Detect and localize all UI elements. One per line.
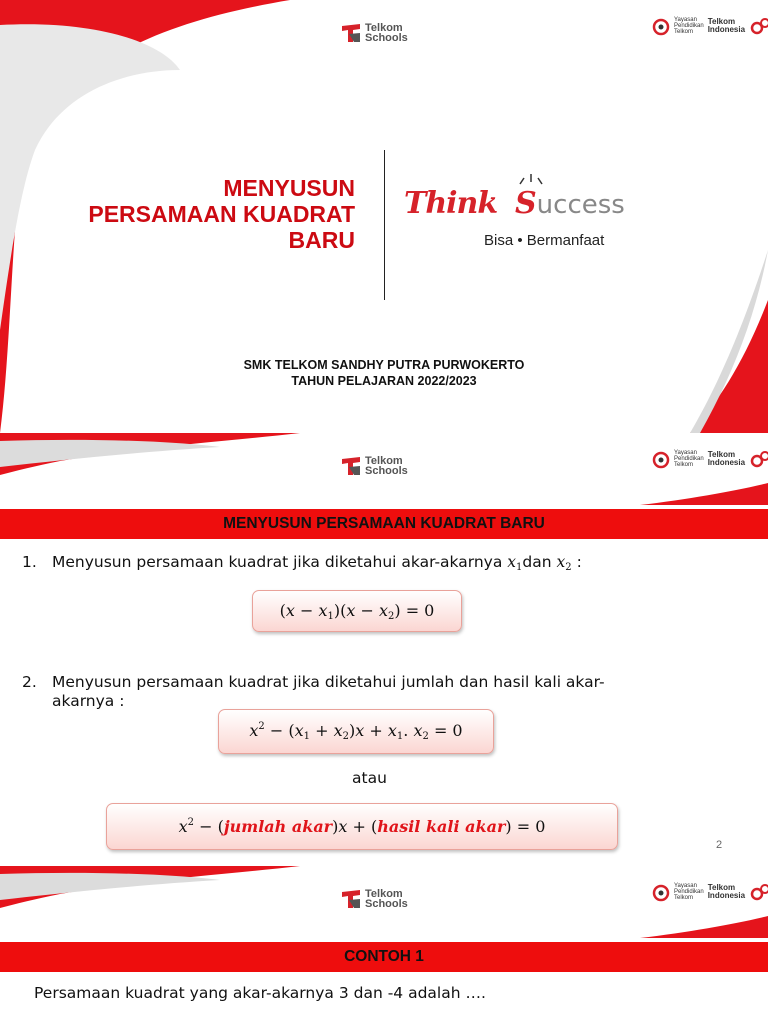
math-x1: $x_1$ <box>507 553 523 573</box>
atau-label: atau <box>352 769 387 787</box>
formula-roots: $(x - x_1)(x - x_2) = 0$ <box>279 600 435 622</box>
page-number: 2 <box>716 839 723 851</box>
yayasan-text-2: Pendidikan <box>674 456 704 462</box>
yayasan-text-1: Yayasan <box>674 883 697 889</box>
telkom-indonesia-text-2: Indonesia <box>707 25 746 34</box>
item-2-continuation: akarnya : <box>52 692 125 710</box>
item-1-dan: dan <box>522 553 552 571</box>
yayasan-telkom-logo <box>652 882 768 902</box>
section-header: MENYUSUN PERSAMAAN KUADRAT BARU <box>0 509 768 539</box>
example-question: Persamaan kuadrat yang akar-akarnya 3 dan -4 adalah …. <box>34 984 486 1002</box>
yayasan-swirl-icon <box>652 882 670 902</box>
title-slide <box>0 0 768 433</box>
tagline: Bisa • Bermanfaat <box>484 232 605 249</box>
telkom-logo-text: Telkom <box>365 455 403 467</box>
yayasan-text-3: Telkom <box>674 29 694 35</box>
success-rest-letters: uccess <box>536 190 625 220</box>
telkom-indonesia-text-1: Telkom <box>707 17 736 26</box>
yayasan-text-1: Yayasan <box>674 17 697 23</box>
jumlah-akar-term: jumlah akar <box>223 817 333 836</box>
list-item-1 <box>22 553 742 577</box>
formula-sum-product: $x^2 - (x_1 + x_2)x + x_1$. $x_2 = 0$ <box>249 721 463 742</box>
formula-box-sum-product <box>218 709 494 754</box>
title-line-1: MENYUSUN <box>223 175 355 201</box>
yayasan-telkom-logo <box>652 449 768 469</box>
success-wordmark <box>515 186 625 221</box>
item-2-text: Menyusun persamaan kuadrat jika diketahui jumlah dan hasil kali akar- <box>52 673 605 691</box>
schools-logo-text: Schools <box>365 32 408 44</box>
telkom-logo-text: Telkom <box>365 888 403 900</box>
yayasan-text-3: Telkom <box>674 895 694 901</box>
telkom-indonesia-icon <box>749 882 768 902</box>
telkom-schools-icon <box>340 888 362 910</box>
formula-box-words <box>106 803 618 850</box>
school-info <box>0 357 768 389</box>
math-x2: $x_2$ <box>556 553 572 573</box>
slide-title <box>88 175 355 253</box>
yayasan-swirl-icon <box>652 449 670 469</box>
yayasan-text-2: Pendidikan <box>674 23 704 29</box>
telkom-logo-text: Telkom <box>365 22 403 34</box>
telkom-indonesia-text-1: Telkom <box>707 450 736 459</box>
list-number: 1. <box>22 553 37 571</box>
telkom-schools-logo <box>340 22 408 44</box>
telkom-schools-icon <box>340 455 362 477</box>
telkom-indonesia-icon <box>749 16 768 36</box>
item-1-text: Menyusun persamaan kuadrat jika diketahui akar-akarnya <box>52 553 503 571</box>
title-line-3: BARU <box>288 227 355 253</box>
formula-box-roots <box>252 590 462 632</box>
telkom-indonesia-text-1: Telkom <box>707 883 736 892</box>
school-year: TAHUN PELAJARAN 2022/2023 <box>291 374 477 388</box>
schools-logo-text: Schools <box>365 898 408 910</box>
hasil-kali-akar-term: hasil kali akar <box>377 817 506 836</box>
formula-words: $x^2$ − (jumlah akar)x + (hasil kali akar) = 0 <box>178 817 546 836</box>
telkom-schools-logo <box>340 455 408 477</box>
title-line-2: PERSAMAAN KUADRAT <box>88 201 355 227</box>
yayasan-telkom-logo <box>652 16 768 36</box>
success-s-letter: S <box>515 186 537 221</box>
example-slide <box>0 866 768 1024</box>
list-item-2 <box>22 673 742 711</box>
yayasan-text-1: Yayasan <box>674 450 697 456</box>
school-name: SMK TELKOM SANDHY PUTRA PURWOKERTO <box>243 358 525 372</box>
telkom-indonesia-icon <box>749 449 768 469</box>
section-header: CONTOH 1 <box>0 942 768 972</box>
formula-slide <box>0 433 768 866</box>
vertical-divider <box>384 150 385 300</box>
yayasan-text-2: Pendidikan <box>674 889 704 895</box>
telkom-indonesia-text-2: Indonesia <box>707 458 746 467</box>
telkom-schools-icon <box>340 22 362 44</box>
yayasan-swirl-icon <box>652 16 670 36</box>
telkom-indonesia-text-2: Indonesia <box>707 891 746 900</box>
item-1-colon: : <box>576 553 582 571</box>
list-number: 2. <box>22 673 37 691</box>
yayasan-text-3: Telkom <box>674 462 694 468</box>
schools-logo-text: Schools <box>365 465 408 477</box>
think-wordmark: Think <box>404 186 498 221</box>
telkom-schools-logo <box>340 888 408 910</box>
